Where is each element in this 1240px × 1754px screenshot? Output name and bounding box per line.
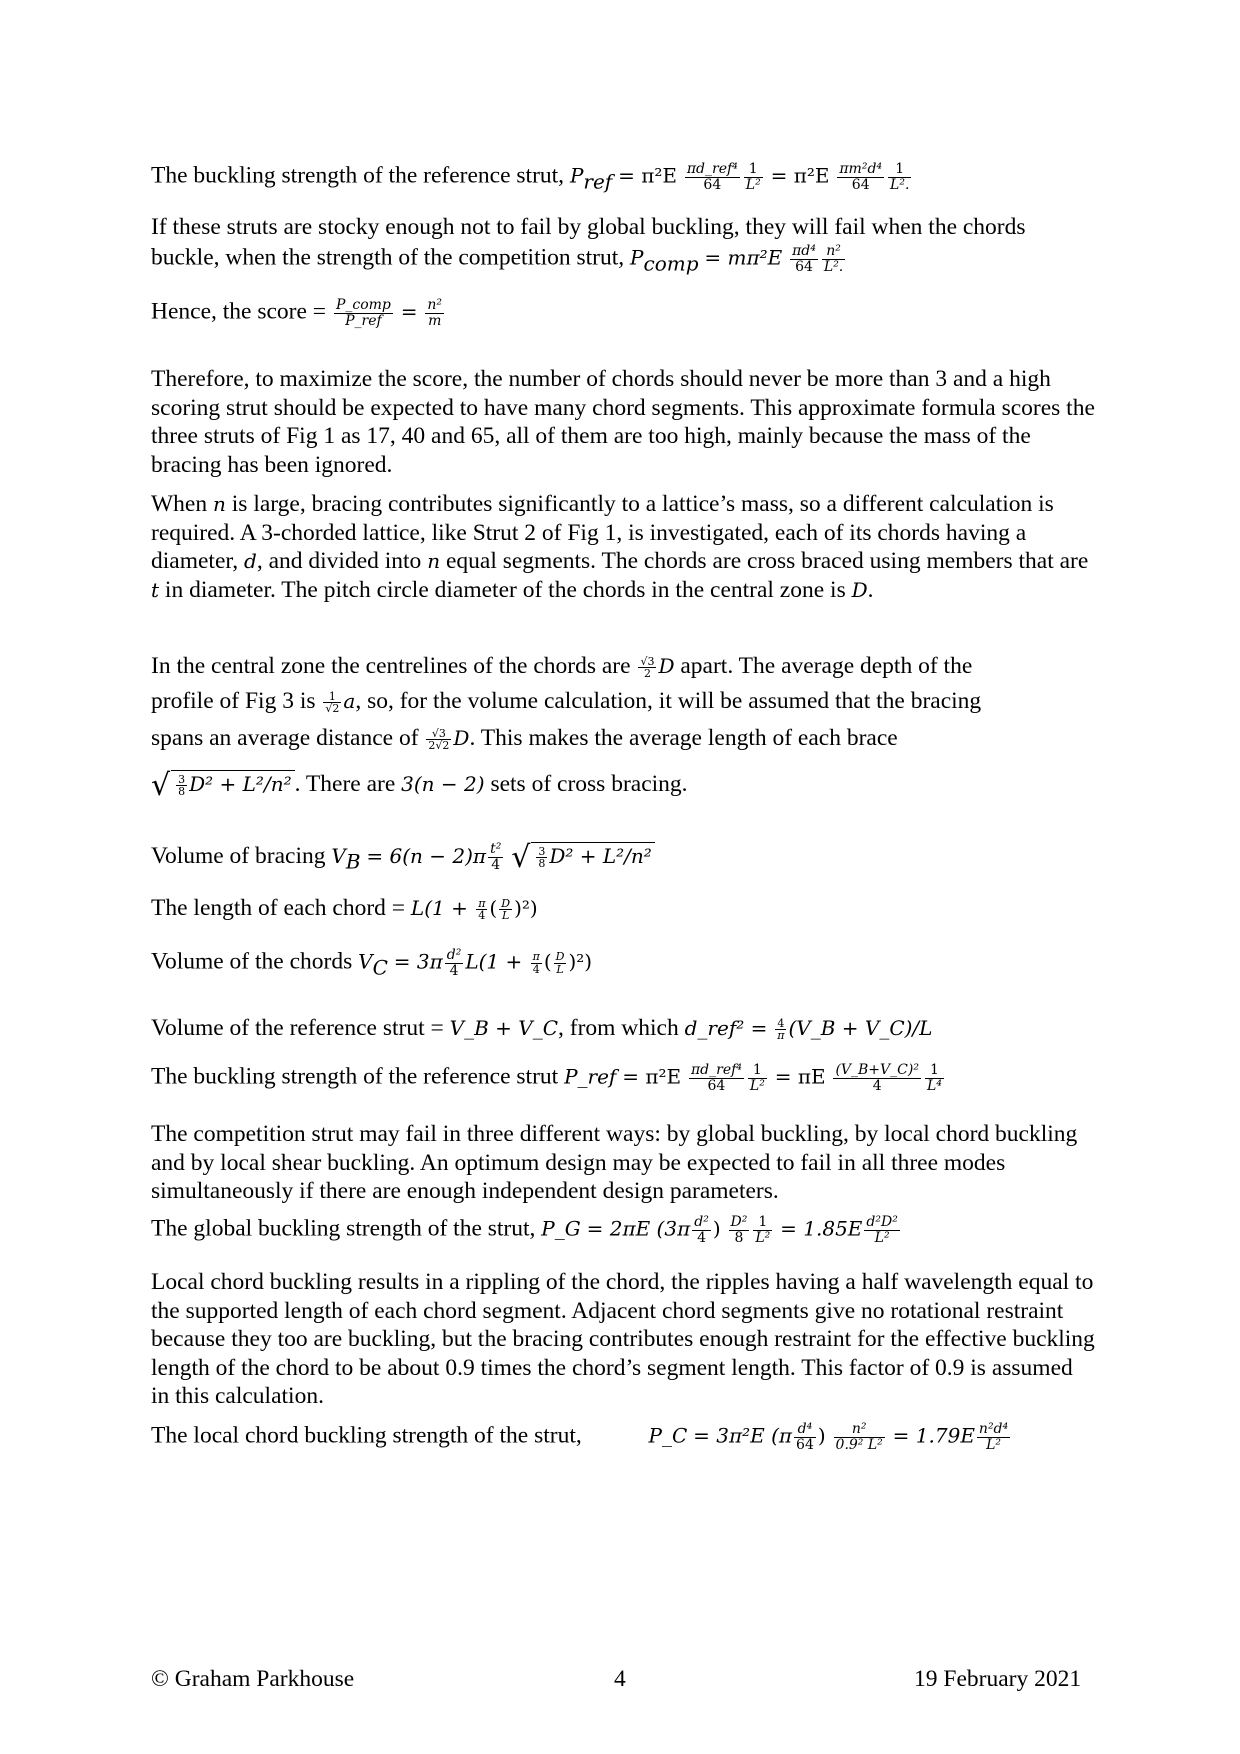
footer-author: © Graham Parkhouse (151, 1666, 355, 1692)
fraction: $\frac{\text{πd⁴}}{64}$ (792, 243, 816, 275)
paragraph: Local chord buckling results in a rippling of the chord, the ripples having a half wavelength equal to the supported length of each chord segment. Adjacent chord segments give no rotational restraint because they too are buckling, but the bracing contributes enough restraint for the effective buckling length of the chord to be about 0.9 times the chord’s segment length. This factor of 0.9 is assumed in this calculation. (151, 1269, 1095, 1409)
score-line: Hence, the score = $\frac{\text{P\_comp}}{\text{P\_ref}}$ = $\frac{\text{n²}}{m}$ (151, 297, 443, 329)
fraction: $\frac{\text{n²}}{\text{L².}}$ (823, 243, 844, 275)
math-expr: = mπ²E (704, 245, 783, 270)
text: The buckling strength of the reference strut, (151, 162, 570, 189)
fraction: $\frac{√3}{2}$ (640, 654, 655, 681)
fraction: $\frac{1}{\text{L²}}$ (745, 161, 761, 193)
math-expr: = π²E (618, 163, 677, 188)
footer-date: 19 February 2021 (914, 1666, 1082, 1692)
fraction: $\frac{1}{√2}$ (325, 689, 340, 716)
ref-strut-buckling-line (151, 162, 913, 193)
footer-page-number: 4 (614, 1666, 626, 1692)
paragraph: Therefore, to maximize the score, the number of chords should never be more than 3 and a high scoring strut should be expected to have many chord segments. This approximate formula scores the three struts of Fig 1 as 17, 40 and 65, all of them are too high, mainly because the mass of the bracing has been ignored. (151, 366, 1095, 478)
fraction: $\frac{√3}{2√2}$ (428, 726, 450, 753)
global-buckling-line: The global buckling strength of the strut, P_G = 2πE (3π $\frac{\text{d²}}{4}$ ) $\frac{\text{D²}}{8}$ $\frac{1}{\text{L²}}$ = 1.85E $\frac{\text{d²D²}}{\text{L²}}$ (151, 1214, 898, 1246)
text-line: If these struts are stocky enough not to fail by global buckling, they will fail when the chords (151, 214, 1026, 240)
fraction: $\frac{\text{P\_comp}}{\text{P\_ref}}$ (335, 297, 391, 329)
competition-strut-line (151, 244, 847, 275)
math-expr: = π²E (770, 163, 830, 188)
ref-strut-strength-line: The buckling strength of the reference strut P_ref = π²E $\frac{\text{πd\_ref⁴}}{64}$ $\frac{1}{\text{L²}}$ = πE $\frac{\text{(V\_B+V\_C)²}}{4}$ $\frac{1}{\text{L⁴}}$ (151, 1062, 942, 1094)
math-var: P (630, 245, 644, 270)
local-chord-buckling-line: The local chord buckling strength of the strut, P_C = 3π²E (π $\frac{\text{d⁴}}{64}$ ) $\frac{\text{n²}}{\text{0.9² L²}}$ = 1.79E $\frac{\text{n²d⁴}}{\text{L²}}$ (151, 1421, 1009, 1453)
fraction: $\frac{\text{n²}}{m}$ (427, 297, 443, 329)
text-line: In the central zone the centrelines of the chords are $\frac{√3}{2}$ D apart. The average depth of the (151, 653, 973, 681)
chord-length-line: The length of each chord = L(1 + $\frac{\pi}{4}$ ( $\frac{D}{L}$ )²) (151, 895, 538, 923)
math-sub: comp (643, 251, 699, 276)
radicand: $\frac{3}{8}$ D² + L²/n² (171, 770, 294, 798)
reference-volume-line: Volume of the reference strut = V_B + V_C, from which d_ref² = $\frac{4}{\pi}$ (V_B + V_C)/L (151, 1015, 933, 1043)
text-line: spans an average distance of $\frac{√3}{2√2}$ D. This makes the average length of each brace (151, 725, 898, 753)
text: buckle, when the strength of the competition strut, (151, 244, 631, 271)
fraction: $\frac{\text{t²}}{4}$ (490, 841, 502, 874)
sqrt-icon: √ (511, 840, 531, 875)
paragraph: When n is large, bracing contributes significantly to a lattice’s mass, so a different calculation is required. A 3-chorded lattice, like Strut 2 of Fig 1, is investigated, each of its chords having a diameter, d, and divided into n equal segments. The chords are cross braced using members that are t in diameter. The pitch circle diameter of the chords in the central zone is D. (151, 491, 1089, 603)
bracing-volume-line: Volume of bracing $V_B = 6(n - 2)\pi$ $\frac{\text{t²}}{4}$ √ $\frac{3}{8}$ D² + L²/n² (151, 840, 655, 875)
paragraph: The competition strut may fail in three different ways: by global buckling, by local chord buckling and by local shear buckling. An optimum design may be expected to fail in all three modes simultaneously if there are enough independent design parameters. (151, 1121, 1078, 1204)
chord-volume-line: Volume of the chords $V_C = 3\pi$ $\frac{\text{d²}}{4}$ L(1 + $\frac{\pi}{4}$ ( $\frac{D}{L}$ )²) (151, 947, 593, 980)
math-sub: ref (583, 169, 613, 194)
text-line: profile of Fig 3 is $\frac{1}{√2}$ a, so, for the volume calculation, it will be assumed that the bracing (151, 688, 982, 716)
text: Hence, the score = (151, 298, 332, 325)
fraction: $\frac{\text{πd\_ref⁴}}{64}$ (686, 161, 738, 193)
math-var: P (569, 163, 584, 188)
fraction: $\frac{\text{πm²d⁴}}{64}$ (839, 161, 883, 193)
text-line: √ $\frac{3}{8}$ D² + L²/n² . There are 3(n − 2) sets of cross bracing. (151, 768, 688, 803)
sqrt-icon: √ (151, 768, 171, 803)
fraction: $\frac{1}{\text{L².}}$ (890, 161, 910, 193)
